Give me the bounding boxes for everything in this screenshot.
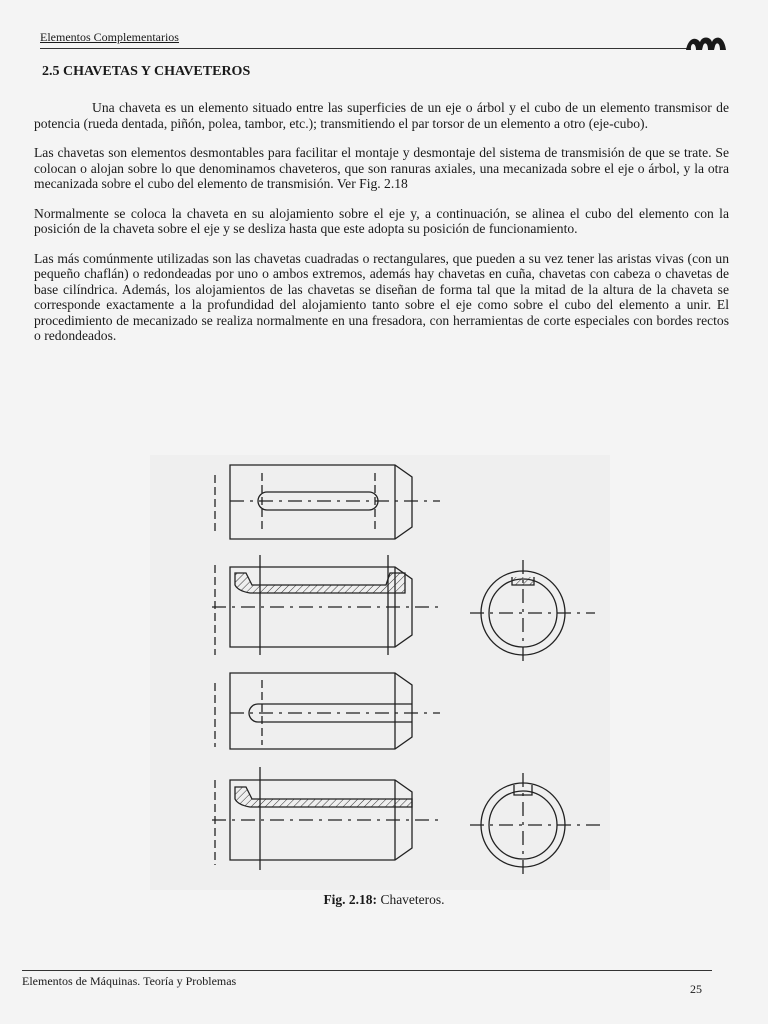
publisher-logo-icon: [684, 30, 728, 52]
footer-book-title: Elementos de Máquinas. Teoría y Problemas: [22, 974, 237, 988]
paragraph-1: Una chaveta es un elemento situado entre las superficies de un eje o árbol y el cubo de un elemento transmisor de potencia (rueda dentada, piñón, polea, tambor, etc.); transmitiendo el par torsor de un elemento a otro (eje-cubo).: [34, 100, 729, 131]
shaft-open-keyway-section: [212, 767, 440, 870]
running-header: [40, 28, 728, 52]
shaft-closed-keyway-view: [215, 465, 440, 539]
shaft-open-keyway-view: [215, 673, 440, 749]
figure-caption: [0, 892, 768, 908]
figure-keyways: [150, 455, 610, 890]
body-text: [34, 100, 729, 358]
paragraph-3: Normalmente se coloca la chaveta en su alojamiento sobre el eje y, a continuación, se alinea el cubo del elemento con la posición de la chaveta sobre el eje y se desliza hasta que este adopta su posición de funcionamiento.: [34, 205, 729, 236]
section-title: 2.5 CHAVETAS Y CHAVETEROS: [42, 64, 251, 79]
shaft-closed-keyway-section: [212, 555, 440, 655]
paragraph-2: Las chavetas son elementos desmontables para facilitar el montaje y desmontaje del sistema de transmisión de que se trate. Se colocan o alojan sobre lo que denominamos chaveteros, que son ranuras axiales, una mecanizada sobre el eje o árbol, y la otra mecanizada sobre el cubo del elemento de transmisión. Ver Fig. 2.18: [34, 145, 729, 191]
page-number: 25: [690, 982, 702, 996]
shaft-open-keyway-end-view: [470, 773, 600, 880]
caption-label: Fig. 2.18:: [323, 892, 378, 907]
shaft-closed-keyway-end-view: [470, 560, 595, 665]
header-rule: [40, 48, 690, 49]
footer-rule: [22, 970, 712, 971]
keyway-drawing: [150, 455, 610, 890]
paragraph-4: Las más comúnmente utilizadas son las chavetas cuadradas o rectangulares, que pueden a su vez tener las aristas vivas (con un pequeño chaflán) o redondeadas por uno o ambos extremos, además hay chavetas en cuña, chavetas con cabeza o chavetas de base cilíndrica. Además, los alojamientos de las chavetas se diseñan de forma tal que la mitad de la altura de la chaveta se corresponde exactamente a la profundidad del alojamiento tanto sobre el eje como sobre el cubo del elemento a unir. El procedimiento de mecanizado se realiza normalmente en una fresadora, con herramientas de corte especiales con bordes rectos o redondeados.: [34, 250, 729, 343]
caption-text: Chaveteros.: [377, 892, 445, 907]
header-title: Elementos Complementarios: [40, 30, 179, 44]
